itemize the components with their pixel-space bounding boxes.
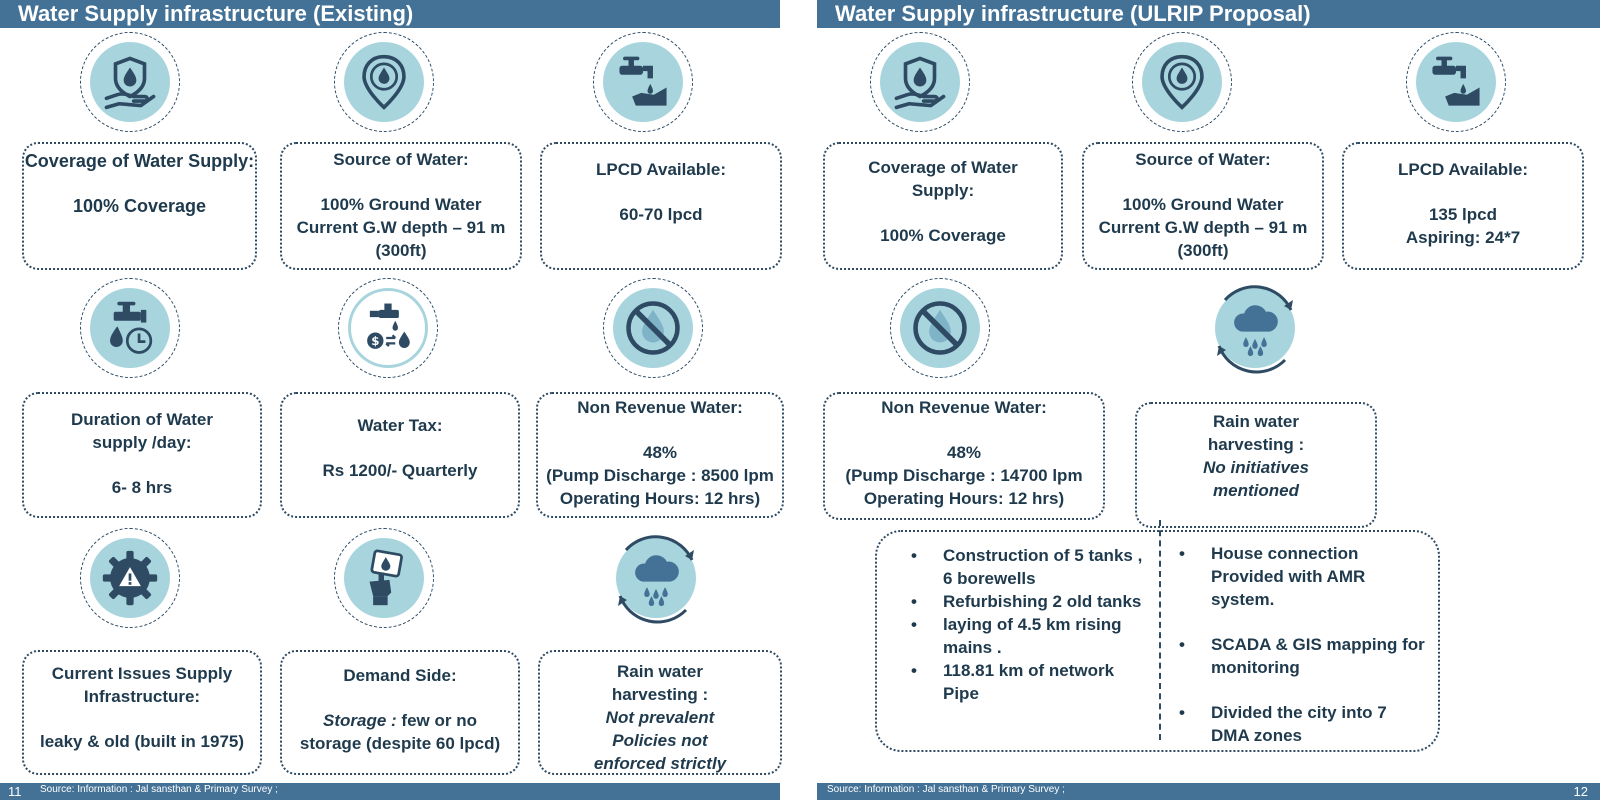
card-heading: Non Revenue Water: xyxy=(881,398,1047,417)
card-current-issues xyxy=(22,650,262,775)
card-heading: Current Issues Supply Infrastructure: xyxy=(51,664,233,706)
card-value: 100% Coverage xyxy=(880,226,1006,245)
tap-money-icon xyxy=(338,278,438,378)
card-line xyxy=(323,709,477,732)
card-value: leaky & old (built in 1975) xyxy=(39,732,245,751)
card-line: Operating Hours: 12 hrs) xyxy=(559,489,761,508)
shield-drop-hand-icon xyxy=(80,32,180,132)
no-water-icon xyxy=(603,278,703,378)
list-item: • SCADA & GIS mapping for monitoring xyxy=(1179,633,1429,679)
shield-drop-hand-icon xyxy=(870,32,970,132)
tap-hand-icon xyxy=(1406,32,1506,132)
card-coverage xyxy=(22,142,257,270)
footer-bar xyxy=(0,783,780,800)
card-line: Current G.W depth – 91 m xyxy=(1098,218,1308,237)
card-value: Rs 1200/- Quarterly xyxy=(322,461,478,480)
card-heading: Duration of Water supply /day: xyxy=(71,410,213,452)
tap-hand-icon xyxy=(593,32,693,132)
card-line: 48% xyxy=(946,443,982,462)
proposals-list-left xyxy=(911,544,1151,705)
list-item: • House connection Provided with AMR system. xyxy=(1179,542,1429,611)
card-demand-side xyxy=(280,650,520,775)
card-line: 135 lpcd xyxy=(1428,205,1498,224)
no-water-icon xyxy=(890,278,990,378)
card-line: enforced strictly xyxy=(593,754,727,773)
list-item: • laying of 4.5 km rising mains . xyxy=(911,613,1151,659)
card-heading: Coverage of Water Supply: xyxy=(24,151,255,171)
card-source xyxy=(1082,142,1324,270)
hand-sign-icon xyxy=(334,528,434,628)
card-coverage xyxy=(823,142,1063,270)
card-line: No initiatives xyxy=(1203,458,1309,477)
card-line: Policies not xyxy=(612,731,708,750)
card-source xyxy=(280,142,522,270)
card-line: 48% xyxy=(642,443,678,462)
list-item: • 118.81 km of network Pipe xyxy=(911,659,1151,705)
card-lpcd xyxy=(1342,142,1584,270)
card-water-tax xyxy=(280,392,520,518)
gear-warning-icon xyxy=(80,528,180,628)
card-heading: Non Revenue Water: xyxy=(577,398,743,417)
card-value: 60-70 lpcd xyxy=(619,205,703,224)
card-non-revenue-water xyxy=(823,392,1105,520)
card-line: storage (despite 60 lpcd) xyxy=(299,734,501,753)
card-lpcd xyxy=(540,142,782,270)
source-note: Source: Information : Jal sansthan & Primary Survey ; xyxy=(827,784,1065,795)
storage-label: Storage : xyxy=(323,711,397,730)
tap-clock-icon xyxy=(80,278,180,378)
proposals-list-right xyxy=(1179,542,1429,769)
card-line: (Pump Discharge : 14700 lpm xyxy=(845,466,1083,485)
card-line: (300ft) xyxy=(375,241,427,260)
card-heading: Source of Water: xyxy=(333,150,469,169)
card-heading: LPCD Available: xyxy=(595,160,727,179)
card-rain-harvesting xyxy=(538,650,782,775)
card-non-revenue-water xyxy=(536,392,784,518)
rain-cloud-cycle-icon xyxy=(606,528,706,628)
card-line: Aspiring: 24*7 xyxy=(1405,228,1521,247)
list-item: • Divided the city into 7 DMA zones xyxy=(1179,701,1429,747)
card-line: mentioned xyxy=(1213,481,1299,500)
page-title: Water Supply infrastructure (ULRIP Proposal) xyxy=(817,0,1600,28)
card-heading: Demand Side: xyxy=(343,666,457,685)
card-heading: Coverage of Water Supply: xyxy=(868,158,1018,200)
card-value: 100% Coverage xyxy=(72,196,207,216)
list-item: • Refurbishing 2 old tanks xyxy=(911,590,1151,613)
card-line: 100% Ground Water xyxy=(1122,195,1284,214)
card-line: (300ft) xyxy=(1177,241,1229,260)
card-rain-harvesting xyxy=(1135,402,1377,528)
card-line: Not prevalent xyxy=(605,708,715,727)
page-number: 12 xyxy=(1573,784,1588,799)
card-value: 6- 8 hrs xyxy=(111,478,173,497)
card-duration xyxy=(22,392,262,518)
page-number: 11 xyxy=(8,784,22,799)
card-heading: LPCD Available: xyxy=(1397,160,1529,179)
storage-value: few or no xyxy=(396,711,477,730)
card-line: (Pump Discharge : 8500 lpm xyxy=(546,466,774,485)
card-line: Current G.W depth – 91 m xyxy=(296,218,506,237)
location-pin-drop-icon xyxy=(334,32,434,132)
list-item: • Construction of 5 tanks , 6 borewells xyxy=(911,544,1151,590)
card-heading: Source of Water: xyxy=(1135,150,1271,169)
footer-bar xyxy=(817,783,1600,800)
card-heading: Water Tax: xyxy=(357,416,443,435)
card-heading: Rain water harvesting : xyxy=(1207,412,1305,454)
rain-cloud-cycle-icon xyxy=(1205,278,1305,378)
card-heading: Rain water harvesting : xyxy=(611,662,709,704)
location-pin-drop-icon xyxy=(1132,32,1232,132)
card-line: 100% Ground Water xyxy=(320,195,482,214)
card-line: Operating Hours: 12 hrs) xyxy=(863,489,1065,508)
source-note: Source: Information : Jal sansthan & Primary Survey ; xyxy=(40,784,278,795)
page-title: Water Supply infrastructure (Existing) xyxy=(0,0,780,28)
proposals-box xyxy=(875,530,1440,752)
divider xyxy=(1159,520,1161,740)
